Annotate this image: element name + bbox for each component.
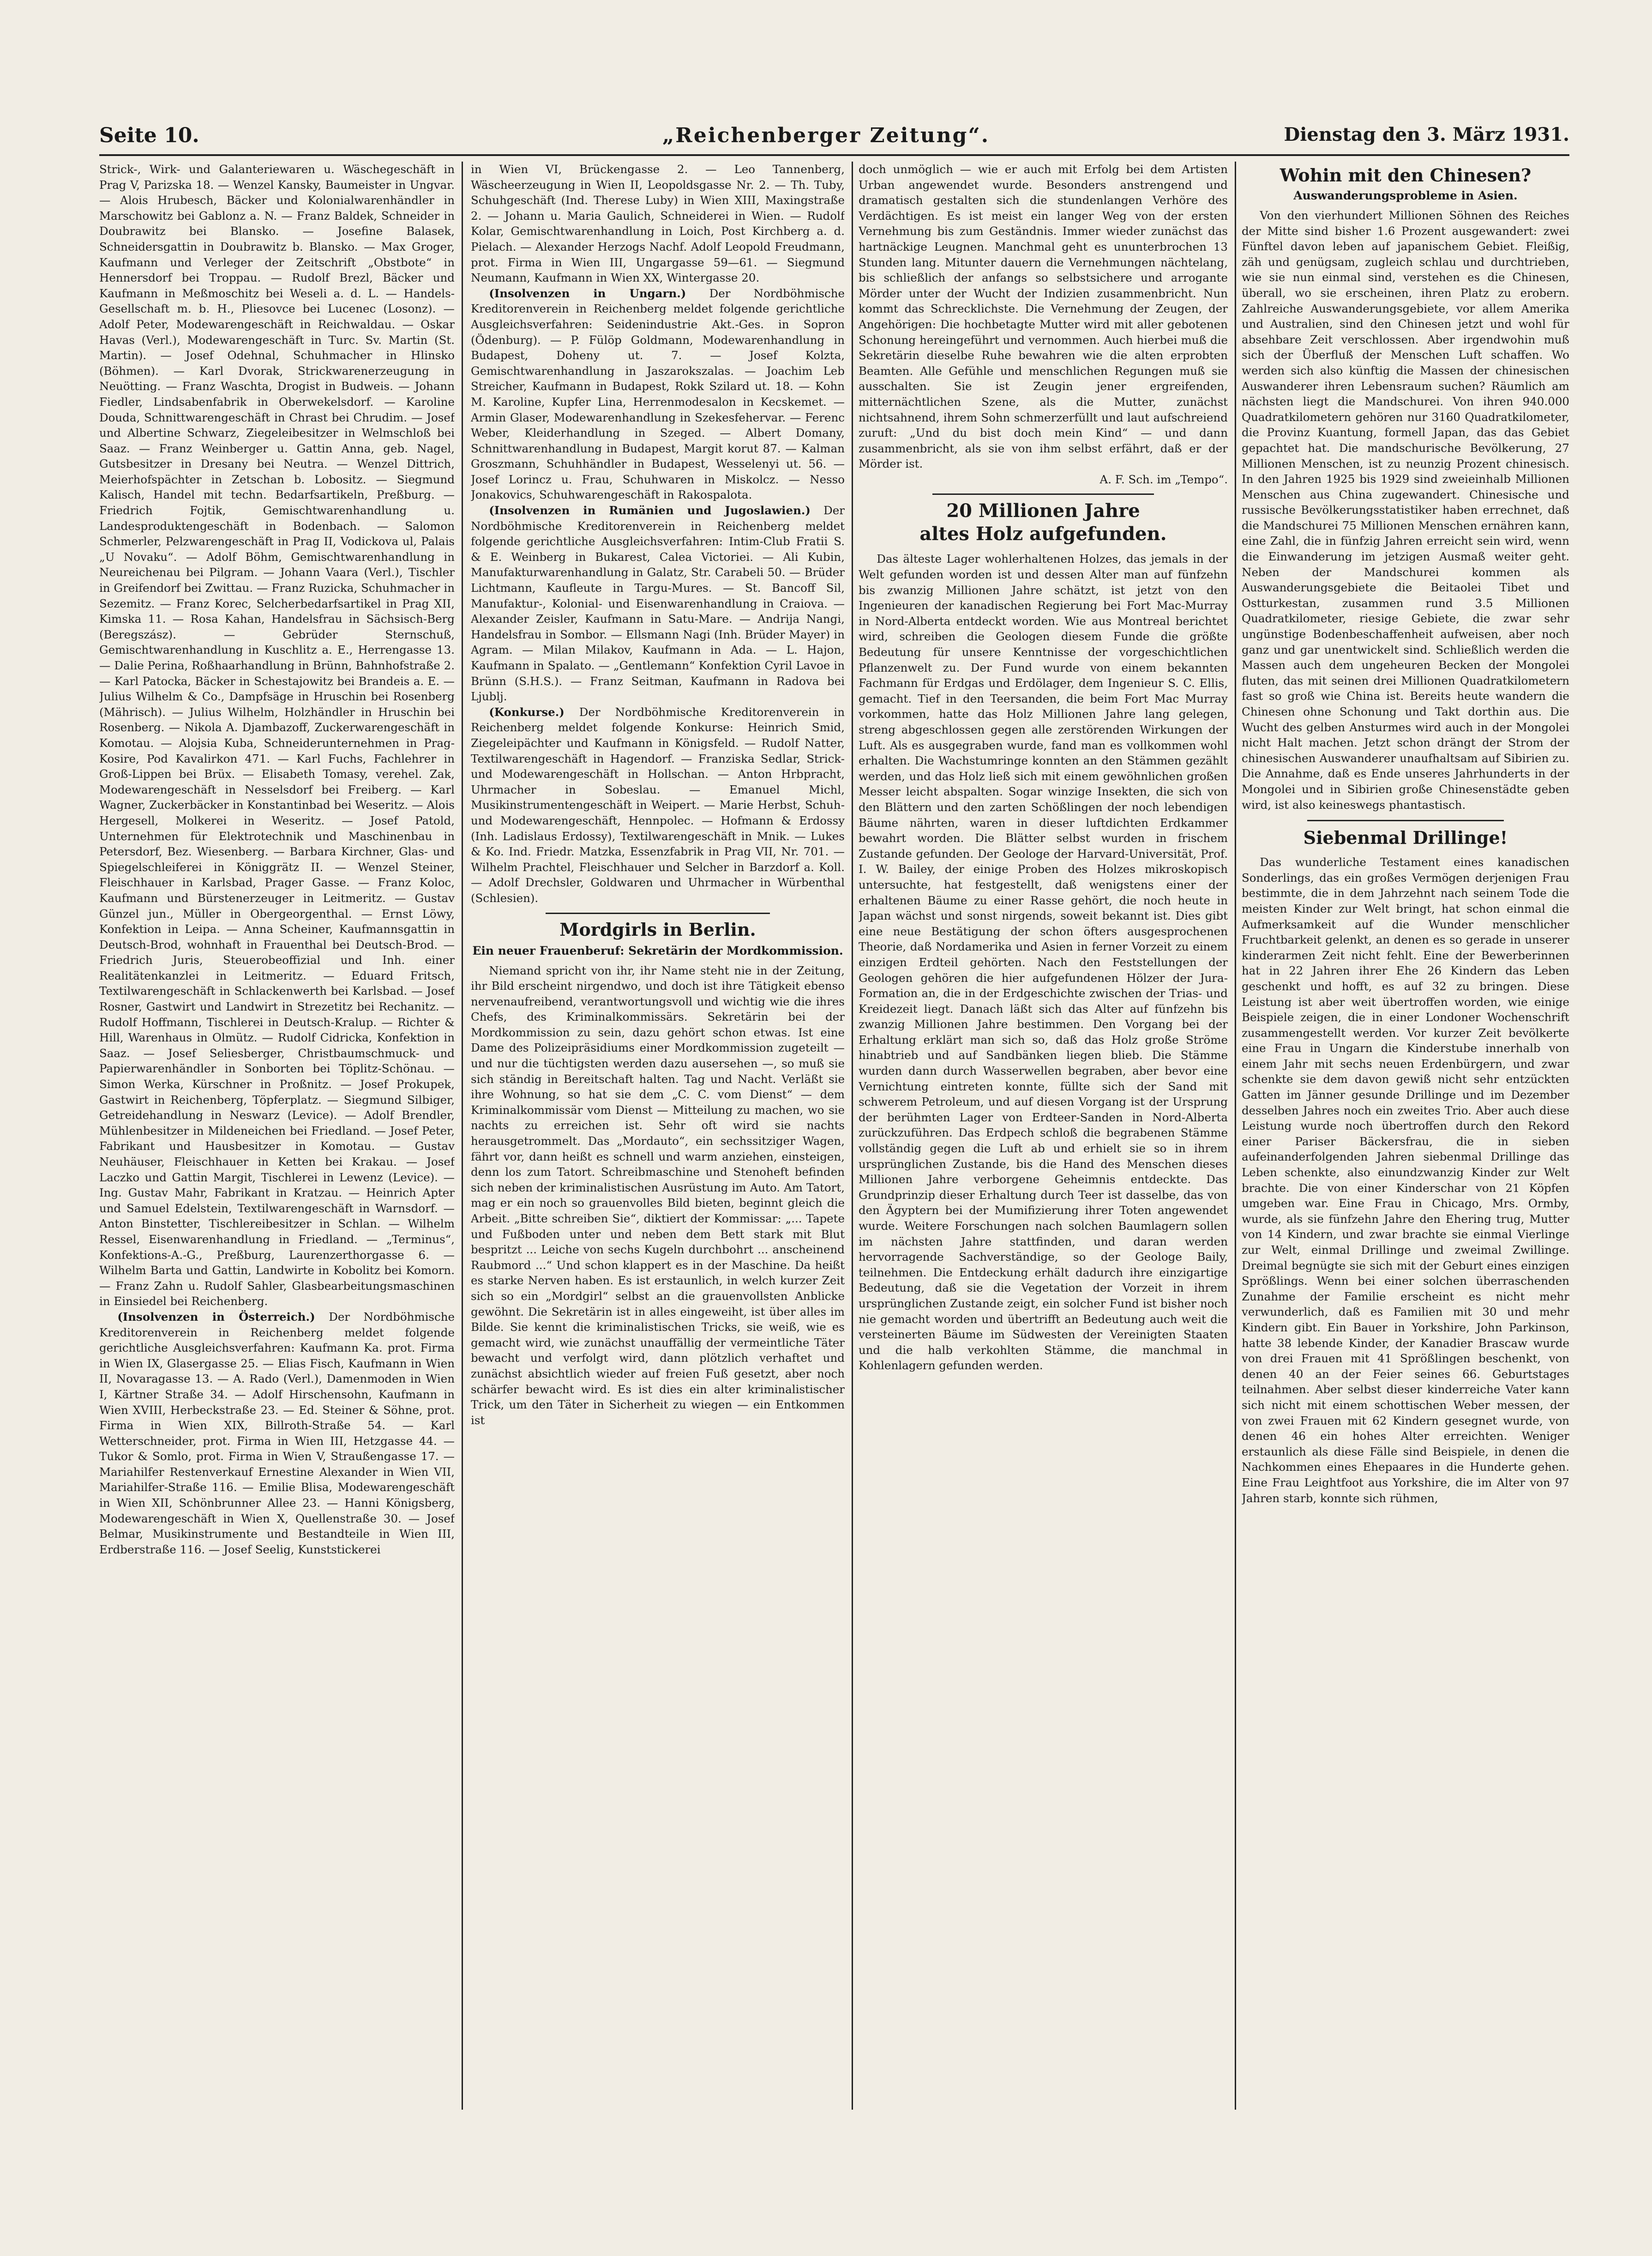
section-heading: (Insolvenzen in Österreich.) — [117, 1310, 315, 1324]
column-3 — [859, 162, 1228, 2110]
article-body: Das wunderliche Testament eines kanadischen Sonderlings, das ein großes Vermögen derjenigen Frau bestimmte, die in dem Jahrzehnt nach seinem Tode die meisten Kinder zur Welt bringt, hat schon einmal die Aufmerksamkeit auf die Wunder menschlicher Fruchtbarkeit gelenkt, an denen es so gerade in unserer kinderarmen Zeit nicht fehlt. Eine der Bewerberinnen hat in 22 Jahren ihrer Ehe 26 Kindern das Leben geschenkt und hofft, es auf 32 zu bringen. Diese Leistung ist aber weit übertroffen worden, wie einige Beispiele zeigen, die in einer Londoner Wochenschrift zusammengestellt werden. Vor kurzer Zeit bevölkerte eine Frau in Ungarn die Kinderstube innerhalb von einem Jahr mit sechs neuen Erdenbürgern, und zwar schenkte sie dem davon gewiß nicht sehr entzückten Gatten im Jänner gesunde Drillinge und im Dezember desselben Jahres noch ein zweites Trio. Aber auch diese Leistung wurde noch übertroffen durch den Rekord einer Pariser Bäckersfrau, die in sieben aufeinanderfolgenden Jahren siebenmal Drillinge das Leben schenkte, also einundzwanzig Kinder zur Welt brachte. Die von einer Kinderschar von 21 Köpfen umgeben war. Eine Frau in Chicago, Mrs. Ormby, wurde, als sie fünfzehn Jahre den Ehering trug, Mutter von 14 Kindern, und zwar brachte sie einmal Vierlinge zur Welt, einmal Drillinge und zweimal Zwillinge. Dreimal begnügte sie sich mit der Geburt eines einzigen Sprößlings. Wenn bei einer solchen überraschenden Zunahme der Familie erscheint es nicht mehr verwunderlich, daß es Familien mit 30 und mehr Kindern gibt. Ein Bauer in Yorkshire, John Parkinson, hatte 38 lebende Kinder, der Kanadier Brascaw wurde von drei Frauen mit 41 Sprößlingen beschenkt, von denen 40 an der Feier seines 66. Geburtstages teilnahmen. Aber selbst dieser kinderreiche Vater kann sich nicht mit einem schottischen Weber messen, der von zwei Frauen mit 62 Kindern gesegnet wurde, von denen 46 ein hohes Alter erreichten. Weniger erstaunlich als diese Fälle sind Beispiele, in denen die Nachkommen eines Ehepaares in die Hunderte gehen. Eine Frau Leightfoot aus Yorkshire, die im Alter von 97 Jahren starb, konnte sich rühmen, — [1242, 855, 1569, 1505]
section-text: Der Nordböhmische Kreditorenverein in Reichenberg meldet folgende Konkurse: Heinrich Smid, Ziegeleipächter und Kaufmann in Königsfeld. — Rudolf Natter, Textilwarengeschäft in Hagendorf. — Franziska Sedlar, Strick- und Modewarengeschäft in Hollschan. — Anton Hrbpracht, Uhrmacher in Sobeslau. — Emanuel Michl, Musikinstrumentengeschäft in Weipert. — Marie Herbst, Schuh- und Modewarengeschäft, Hennpolec. — Hofmann & Erdossy (Inh. Ladislaus Erdossy), Textilwarengeschäft in Mnik. — Lukes & Ko. Ind. Friedr. Matzka, Essenzfabrik in Prag VII, Nr. 701. — Wilhelm Prachtel, Fleischhauer und Selcher in Barzdorf a. Koll. — Adolf Drechsler, Goldwaren und Uhrmacher in Würbenthal (Schlesien). — [471, 705, 845, 905]
page-number: Seite 10. — [99, 124, 199, 147]
column-rule — [462, 162, 463, 2110]
article-separator — [1307, 820, 1504, 821]
section-heading: (Konkurse.) — [489, 705, 565, 719]
section-heading: (Insolvenzen in Ungarn.) — [489, 286, 686, 300]
article-separator — [546, 913, 770, 914]
newspaper-title: „Reichenberger Zeitung“. — [662, 124, 990, 147]
section-text: Der Nordböhmische Kreditorenverein in Reichenberg meldet folgende gerichtliche Ausgleichsverfahren: Intim-Club Fratii S. & E. Weinberg in Bukarest, Calea Victoriei. — Ali Kubin, Manufakturwarenhandlung in Galatz, Str. Carabeli 50. — Brüder Lichtmann, Kaufleute in Targu-Mures. — St. Bancoff Sil, Manufaktur-, Kolonial- und Eisenwarenhandlung in Craiova. — Alexander Zeisler, Kaufmann in Satu-Mare. — Andrija Nangi, Handelsfrau in Sombor. — Ellsmann Nagi (Inh. Brüder Mayer) in Agram. — Milan Milakov, Kaufmann in Ada. — L. Hajon, Kaufmann in Spalato. — „Gentlemann“ Konfektion Cyril Lavoe in Brünn (S.H.S.). — Franz Seitman, Kaufmann in Radova bei Ljublj. — [471, 504, 845, 704]
column-rule — [852, 162, 853, 2110]
insolvency-list: in Wien VI, Brückengasse 2. — Leo Tannenberg, Wäscheerzeugung in Wien II, Leopoldsgasse Nr. 2. — Th. Tuby, Schuhgeschäft (Ind. Therese Luby) in Wien XIII, Maxingstraße 2. — Johann u. Maria Gaulich, Schneiderei in Wien. — Rudolf Kolar, Gemischtwarenhandlung in Loich, Post Kirchberg a. d. Pielach. — Alexander Herzogs Nachf. Adolf Leopold Freudmann, prot. Firma in Wien III, Ungargasse 59—61. — Siegmund Neumann, Kaufmann in Wien XX, Wintergasse 20. — [471, 162, 845, 285]
issue-date: Dienstag den 3. März 1931. — [1284, 124, 1569, 145]
page-header — [99, 124, 1569, 151]
article-body: Niemand spricht von ihr, ihr Name steht nie in der Zeitung, ihr Bild erscheint nirgendwo, und doch ist ihre Tätigkeit ebenso nervenaufreibend, verantwortungsvoll und wichtig wie die ihres Chefs, des Kriminalkommissärs. Sekretärin bei der Mordkommission zu sein, dazu gehört schon etwas. Ist eine Dame des Polizeipräsidiums einer Mordkommission zugeteilt — und nur die tüchtigsten werden dazu ausersehen —, so muß sie sich ständig in Bereitschaft halten. Tag und Nacht. Verläßt sie ihre Wohnung, so hat sie dem „C. C. vom Dienst“ — dem Kriminalkommissär vom Dienst — Mitteilung zu machen, wo sie nachts zu erreichen ist. Sehr oft wird sie nachts herausgetrommelt. Das „Mordauto“, ein sechssitziger Wagen, fährt vor, dann heißt es schnell und warm anziehen, einsteigen, denn los zum Tatort. Schreibmaschine und Stenoheft befinden sich neben der kriminalistischen Ausrüstung im Auto. Am Tatort, mag er ein noch so grauenvolles Bild bieten, beginnt gleich die Arbeit. „Bitte schreiben Sie“, diktiert der Kommissar: „... Tapete und Fußboden unter und neben dem Bett stark mit Blut bespritzt ... Leiche von sechs Kugeln durchbohrt ... anscheinend Raubmord ...“ Und schon klappert es in der Maschine. Da heißt es starke Nerven haben. Es ist erstaunlich, in welch kurzer Zeit sich so ein „Mordgirl“ selbst an die grauenvollsten Anblicke gewöhnt. Die Sekretärin ist in alles eingeweiht, ist über alles im Bilde. Sie kennt die kriminalistischen Tricks, sie weiß, wie es gemacht wird, wie zunächst unauffällig der vermeintliche Täter bewacht und verfolgt wird, dann plötzlich verhaftet und zunächst absichtlich wieder auf freien Fuß gesetzt, aber noch schärfer bewacht wird. Es ist dies ein alter kriminalistischer Trick, um den Täter in Sicherheit zu wiegen — ein Entkommen ist — [471, 963, 845, 1427]
article-title: Mordgirls in Berlin. — [559, 919, 756, 940]
insolvency-list — [99, 1309, 455, 1558]
article-byline: A. F. Sch. im „Tempo“. — [1099, 472, 1228, 486]
article-subtitle: Auswanderungsprobleme in Asien. — [1293, 189, 1518, 202]
header-rule — [99, 154, 1569, 156]
article-title: Siebenmal Drillinge! — [1303, 827, 1508, 848]
column-2 — [471, 162, 845, 2110]
insolvency-list — [471, 704, 845, 906]
section-text: Der Nordböhmische Kreditorenverein in Reichenberg meldet folgende gerichtliche Ausgleichsverfahren: Kaufmann Ka. prot. Firma in Wien IX, Glasergasse 25. — Elias Fisch, Kaufmann in Wien II, Novaragasse 13. — A. Rado (Verl.), Damenmoden in Wien I, Kärtner Straße 34. — Adolf Hirschensohn, Kaufmann in Wien XVIII, Herbeckstraße 23. — Ed. Steiner & Söhne, prot. Firma in Wien XIX, Billroth-Straße 54. — Karl Wetterschneider, prot. Firma in Wien III, Hetzgasse 44. — Tukor & Somlo, prot. Firma in Wien V, Straußengasse 17. — Mariahilfer Restenverkauf Ernestine Alexander in Wien VII, Mariahilfer-Straße 116. — Emilie Blisa, Modewarengeschäft in Wien XII, Schönbrunner Allee 23. — Hanni Königsberg, Modewarengeschäft in Wien X, Quellenstraße 30. — Josef Belmar, Musikinstrumente und Bestandteile in Wien III, Erdberstraße 116. — Josef Seelig, Kunststickerei — [99, 1310, 455, 1556]
article-title: altes Holz aufgefunden. — [919, 523, 1167, 545]
article-subtitle: Ein neuer Frauenberuf: Sekretärin der Mordkommission. — [472, 944, 843, 957]
section-heading: (Insolvenzen in Rumänien und Jugoslawien.) — [489, 504, 811, 517]
column-1 — [99, 162, 455, 2110]
article-body: Das älteste Lager wohlerhaltenen Holzes, das jemals in der Welt gefunden worden ist und dessen Alter man auf fünfzehn bis zwanzig Millionen Jahre schätzt, ist jetzt von den Ingenieuren der kanadischen Regierung bei Fort Mac-Murray in Nord-Alberta entdeckt worden. Wie aus Montreal berichtet wird, schreiben die Geologen diesem Funde die größte Bedeutung für unsere Kenntnisse der vorgeschichtlichen Pflanzenwelt zu. Der Fund wurde von einem bekannten Fachmann für Erdgas und Erdölager, dem Ingenieur S. C. Ellis, gemacht. Tief in den Teersanden, die beim Fort Mac Murray vorkommen, hatte das Holz Millionen Jahre lang gelegen, streng abgeschlossen gegen alle zerstörenden Wirkungen der Luft. Als es ausgegraben wurde, fand man es vollkommen wohl erhalten. Die Wachstumringe konnten an den Stämmen gezählt werden, und das Holz ließ sich mit einem gewöhnlichen großen Messer leicht abspalten. Sogar winzige Insekten, die sich von den Blättern und den zarten Schößlingen der noch lebendigen Bäume nährten, waren in dieser luftdichten Erdkammer bewahrt worden. Die Blätter selbst wurden in frischem Zustande gefunden. Der Geologe der Harvard-Universität, Prof. I. W. Bailey, der einige Proben des Holzes mikroskopisch untersuchte, hat festgestellt, daß wenigstens einer der erhaltenen Bäume zu einer Rasse gehört, die noch heute in Japan wächst und sonst nirgends, soweit bekannt ist. Dies gibt eine neue Bestätigung der schon öfters ausgesprochenen Theorie, daß Nordamerika und Asien in ferner Vorzeit zu einem einzigen Erdteil gehörten. Nach den Feststellungen der Geologen gehören die hier aufgefundenen Hölzer der Jura-Formation an, die in der Erdgeschichte zwischen der Trias- und Kreidezeit liegt. Danach läßt sich das Alter auf fünfzehn bis zwanzig Millionen Jahre bestimmen. Den Vorgang bei der Erhaltung erklärt man sich so, daß das Holz große Ströme hinabtrieb und auf Sandbänken liegen blieb. Die Stämme wurden dann durch Wasserwellen begraben, aber bevor eine Vernichtung eintreten konnte, füllte sich der Sand mit schwerem Petroleum, und auf diesen Vorgang ist der Ursprung der berühmten Lager von Erdteer-Sanden in Nord-Alberta zurückzuführen. Das Erdpech schloß die begrabenen Stämme vollständig gegen die Luft ab und erhielt sie so in ihrem ursprünglichen Zustande, bis die Hand des Menschen dieses Millionen Jahre verborgene Geheimnis entdeckte. Das Grundprinzip dieser Erhaltung durch Teer ist dasselbe, das von den Ägyptern bei der Mumifizierung ihrer Toten angewendet wurde. Weitere Forschungen nach solchen Baumlagern sollen im nächsten Jahre stattfinden, und daran werden hervorragende Sachverständige, so der Geologe Baily, teilnehmen. Die Entdeckung erhält dadurch ihre einzigartige Bedeutung, daß sie die Vegetation der Vorzeit in ihrem ursprünglichen Zustande zeigt, ein solcher Fund ist bisher noch nie gemacht worden und übertrifft an Bedeutung auch weit die versteinerten Bäume im Südwesten der Vereinigten Staaten und die halb verkohlten Stämme, die manchmal in Kohlenlagern gefunden werden. — [859, 552, 1228, 1372]
article-separator — [932, 493, 1154, 495]
section-text: Der Nordböhmische Kreditorenverein in Reichenberg meldet folgende gerichtliche Ausgleichsverfahren: Seidenindustrie Akt.-Ges. in Sopron (Ödenburg). — P. Fülöp Goldmann, Modewarenhandlung in Budapest, Doheny ut. 7. — Josef Kolzta, Gemischtwarenhandlung in Jaszarokszalas. — Joachim Leb Streicher, Kaufmann in Budapest, Rokk Szilard ut. 18. — Kohn M. Karoline, Kupfer Lina, Herrenmodesalon in Kecskemet. — Armin Glaser, Modewarenhandlung in Szekesfehervar. — Ferenc Weber, Kleiderhandlung in Szeged. — Albert Domany, Schnittwarenhandlung in Budapest, Margit korut 87. — Kalman Groszmann, Schuhhändler in Budapest, Wesselenyi ut. 56. — Josef Lorincz u. Frau, Schuhwaren in Miskolcz. — Nesso Jonakovics, Schuhwarengeschäft in Rakospalota. — [471, 286, 845, 502]
insolvency-list — [471, 503, 845, 704]
insolvency-list: Strick-, Wirk- und Galanteriewaren u. Wäschegeschäft in Prag V, Parizska 18. — Wenzel Kansky, Baumeister in Ungvar. — Alois Hrubesch, Bäcker und Kolonialwarenhändler in Marschowitz bei Gablonz a. N. — Franz Baldek, Schneider in Doubrawitz bei Blansko. — Josefine Balasek, Schneidersgattin in Doubrawitz b. Blansko. — Max Groger, Kaufmann und Verleger der Zeitschrift „Obstbote“ in Hennersdorf bei Troppau. — Rudolf Brezl, Bäcker und Kaufmann in Meßmoschitz bei Weseli a. d. L. — Handels-Gesellschaft m. b. H., Pliesovce bei Lucenec (Losonz). — Adolf Peter, Modewarengeschäft in Reichwaldau. — Oskar Havas (Verl.), Modewarengeschäft in Turc. Sv. Martin (St. Martin). — Josef Odehnal, Schuhmacher in Hlinsko (Böhmen). — Karl Dvorak, Strickwarenerzeugung in Neuötting. — Franz Waschta, Drogist in Budweis. — Johann Fiedler, Lindsabenfabrik in Oberwekelsdorf. — Karoline Douda, Schnittwarengeschäft in Chrast bei Chrudim. — Josef und Albertine Schwarz, Ziegeleibesitzer in Welmschloß bei Saaz. — Franz Weinberger u. Gattin Anna, geb. Nagel, Gutsbesitzer in Dresany bei Neutra. — Wenzel Dittrich, Meierhofspächter in Zetschan b. Lobositz. — Siegmund Kalisch, Handel mit techn. Bedarfsartikeln, Preßburg. — Friedrich Fojtik, Gemischtwarenhandlung u. Landesproduktengeschäft in Bodenbach. — Salomon Schmerler, Pelzwarengeschäft in Prag II, Vodickova ul, Palais „U Novaku“. — Adolf Böhm, Gemischtwarenhandlung in Neureichenau bei Pilgram. — Johann Vaara (Verl.), Tischler in Greifendorf bei Zwittau. — Franz Ruzicka, Schuhmacher in Sezemitz. — Franz Korec, Selcherbedarfsartikel in Prag XII, Kimska 11. — Rosa Kahan, Handelsfrau in Sächsisch-Berg (Beregszász). — Gebrüder Sternschuß, Gemischtwarenhandlung in Kuschlitz a. E., Herrengasse 13. — Dalie Perina, Roßhaarhandlung in Brünn, Bahnhofstraße 2. — Karl Patocka, Bäcker in Schestajowitz bei Brandeis a. E. — Julius Wilhelm & Co., Dampfsäge in Hruschin bei Rosenberg (Mährisch). — Julius Wilhelm, Holzhändler in Hruschin bei Rosenberg. — Nikola A. Djambazoff, Zuckerwarengeschäft in Komotau. — Alojsia Kuba, Schneiderunternehmen in Prag-Kosire, Pod Kavalirkon 471. — Karl Fuchs, Fachlehrer in Groß-Lippen bei Brüx. — Elisabeth Tomasy, verehel. Zak, Modewarengeschäft in Nesselsdorf bei Freiberg. — Karl Wagner, Zuckerbäcker in Konstantinbad bei Weseritz. — Alois Hergesell, Molkerei in Weseritz. — Josef Patold, Unternehmen für Elektrotechnik und Maschinenbau in Petersdorf, Bez. Wiesenberg. — Barbara Kirchner, Glas- und Spiegelschleiferei in Königgrätz II. — Wenzel Steiner, Fleischhauer in Karlsbad, Prager Gasse. — Franz Koloc, Kaufmann und Bürstenerzeuger in Leitmeritz. — Gustav Günzel jun., Müller in Obergeorgenthal. — Ernst Löwy, Konfektion in Leipa. — Anna Scheiner, Kaufmannsgattin in Deutsch-Brod, wohnhaft in Frauenthal bei Deutsch-Brod. — Friedrich Juris, Steuerobeoffizial und Inh. einer Realitätenkanzlei in Leitmeritz. — Eduard Fritsch, Textilwarengeschäft in Schlackenwerth bei Karlsbad. — Josef Rosner, Gastwirt und Landwirt in Strezetitz bei Rechanitz. — Rudolf Hoffmann, Tischlerei in Deutsch-Kralup. — Richter & Hill, Warenhaus in Olmütz. — Rudolf Cidricka, Konfektion in Saaz. — Josef Seliesberger, Christbaumschmuck- und Papierwarenhändler in Sonborten bei Töplitz-Schönau. — Simon Werka, Kürschner in Proßnitz. — Josef Prokupek, Gastwirt in Reichenberg, Töpferplatz. — Siegmund Silbiger, Getreidehandlung in Neswarz (Levice). — Adolf Brendler, Mühlenbesitzer in Mildeneichen bei Friedland. — Josef Peter, Fabrikant und Hausbesitzer in Komotau. — Gustav Neuhäuser, Fleischhauer in Ketten bei Krakau. — Josef Laczko und Gattin Margit, Tischlerei in Lewenz (Levice). — Ing. Gustav Mahr, Fabrikant in Kratzau. — Heinrich Apter und Samuel Edelstein, Textilwarengeschäft in Warnsdorf. — Anton Binstetter, Tischlereibesitzer in Schlan. — Wilhelm Ressel, Eisenwarenhandlung in Friedland. — „Terminus“, Konfektions-A.-G., Preßburg, Laurenzerthorgasse 6. — Wilhelm Barta und Gattin, Landwirte in Kobolitz bei Komorn. — Franz Zahn u. Rudolf Sahler, Glasbearbeitungsmaschinen in Einsiedel bei Reichenberg. — [99, 162, 455, 1308]
article-body: Von den vierhundert Millionen Söhnen des Reiches der Mitte sind bisher 1.6 Prozent ausgewandert: zwei Fünftel davon leben auf japanischem Gebiet. Fleißig, zäh und genügsam, zugleich schlau und durchtrieben, wie sie nun einmal sind, verstehen es die Chinesen, überall, wo sie erscheinen, ihren Platz zu erobern. Zahlreiche Auswanderungsgebiete, vor allem Amerika und Australien, sind den Chinesen jetzt und wohl für absehbare Zeit verschlossen. Aber irgendwohin muß sich der Überfluß der Menschen Luft schaffen. Wo werden sich also künftig die Massen der chinesischen Auswanderer ihren Lebensraum suchen? Räumlich am nächsten liegt die Mandschurei. Von ihren 940.000 Quadratkilometern gehören nur 3160 Quadratkilometer, die Provinz Kuantung, formell Japan, das das Gebiet gepachtet hat. Die mandschurische Bevölkerung, 27 Millionen Menschen, ist zu neunzig Prozent chinesisch. In den Jahren 1925 bis 1929 sind zweieinhalb Millionen Menschen aus China zugewandert. Chinesische und russische Bevölkerungsstatistiker haben errechnet, daß die Mandschurei 75 Millionen Menschen ernähren kann, eine Zahl, die in fünfzig Jahren erreicht sein wird, wenn die Einwanderung im jetzigen Ausmaß weiter geht. Neben der Mandschurei kommen als Auswanderungsgebiete die Beitaolei Tibet und Ostturkestan, zusammen rund 3.5 Millionen Quadratkilometer, riesige Gebiete, die zwar sehr ungünstige Bodenbeschaffenheit aufweisen, aber noch ganz und gar unentwickelt sind. Schließlich werden die Massen auch dem ungeheuren Becken der Mongolei fluten, das mit seinen drei Millionen Quadratkilometern fast so groß wie China ist. Bereits heute wandern die Chinesen ohne Schonung und Takt dorthin aus. Die Wucht des gelben Ansturmes wird auch in der Mongolei nicht Halt machen. Jetzt schon drängt der Strom der chinesischen Auswanderer unaufhaltsam auf Sibirien zu. Die Annahme, daß es Ende unseres Jahrhunderts in der Mongolei und in Sibirien große Chinesenstädte geben wird, ist also keineswegs phantastisch. — [1242, 209, 1569, 812]
column-rule — [1235, 162, 1236, 2110]
article-title: 20 Millionen Jahre — [946, 500, 1140, 522]
article-title: Wohin mit den Chinesen? — [1280, 165, 1532, 186]
article-body: doch unmöglich — wie er auch mit Erfolg bei dem Artisten Urban angewendet wurde. Besonders anstrengend und dramatisch gestalten sich die stundenlangen Verhöre des Verdächtigen. Es ist meist ein langer Weg von der ersten Vernehmung bis zum Geständnis. Immer wieder zunächst das hartnäckige Leugnen. Manchmal geht es ununterbrochen 13 Stunden lang. Mitunter dauern die Vernehmungen nächtelang, bis schließlich der anfangs so selbstsichere und arrogante Mörder unter der Wucht der Indizien zusammenbricht. Nun kommt das Schrecklichste. Die Vernehmung der Zeugen, der Angehörigen: Die hochbetagte Mutter wird mit aller gebotenen Schonung hereingeführt und vernommen. Auch hierbei muß die Sekretärin dieselbe Ruhe bewahren wie die alten erprobten Beamten. Alle Gefühle und menschlichen Regungen muß sie ausschalten. Sie ist Zeugin jener ergreifenden, mitternächtlichen Szene, als die Mutter, zunächst nichtsahnend, ihrem Sohn schmerzerfüllt und laut aufschreiend zuruft: „Und du bist doch mein Kind“ — und dann zusammenbricht, als sie von ihm selbst erfährt, daß er der Mörder ist. — [859, 162, 1228, 471]
insolvency-list — [471, 286, 845, 503]
column-4 — [1242, 162, 1569, 2110]
